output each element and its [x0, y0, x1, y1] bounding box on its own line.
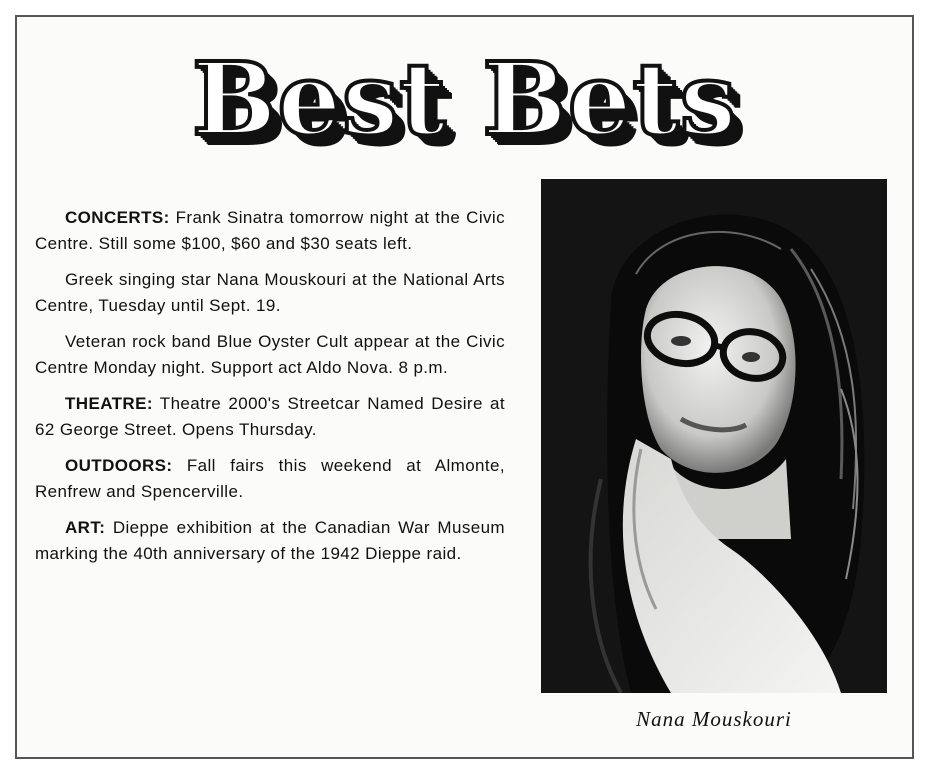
- listing-text: Greek singing star Nana Mouskouri at the National Arts Centre, Tuesday until Sept. 19.: [35, 270, 505, 315]
- portrait-photo: [541, 179, 887, 693]
- article-box: [15, 15, 914, 759]
- portrait-illustration: [541, 179, 887, 693]
- listing-paragraph: [35, 391, 505, 443]
- listing-paragraph: [35, 329, 505, 381]
- listing-paragraph: [35, 205, 505, 257]
- listing-text: Frank Sinatra tomorrow night at the Civic Centre. Still some $100, $60 and $30 seats left.: [35, 208, 505, 253]
- category-heading: ART:: [65, 518, 106, 537]
- listing-text: Fall fairs this weekend at Almonte, Renfrew and Spencerville.: [35, 456, 505, 501]
- category-heading: OUTDOORS:: [65, 456, 173, 475]
- listing-text: Dieppe exhibition at the Canadian War Museum marking the 40th anniversary of the 1942 Dieppe raid.: [35, 518, 505, 563]
- listing-paragraph: [35, 453, 505, 505]
- title-block: [17, 39, 912, 159]
- listing-paragraph: [35, 515, 505, 567]
- listing-text: Veteran rock band Blue Oyster Cult appear at the Civic Centre Monday night. Support act Aldo Nova. 8 p.m.: [35, 332, 505, 377]
- photo-caption: Nana Mouskouri: [636, 707, 792, 731]
- category-heading: THEATRE:: [65, 394, 153, 413]
- page-title: Best Bets: [191, 40, 738, 158]
- listings-column: [35, 205, 505, 577]
- category-heading: CONCERTS:: [65, 208, 170, 227]
- listing-text: Theatre 2000's Streetcar Named Desire at 62 George Street. Opens Thursday.: [35, 394, 505, 439]
- listing-paragraph: [35, 267, 505, 319]
